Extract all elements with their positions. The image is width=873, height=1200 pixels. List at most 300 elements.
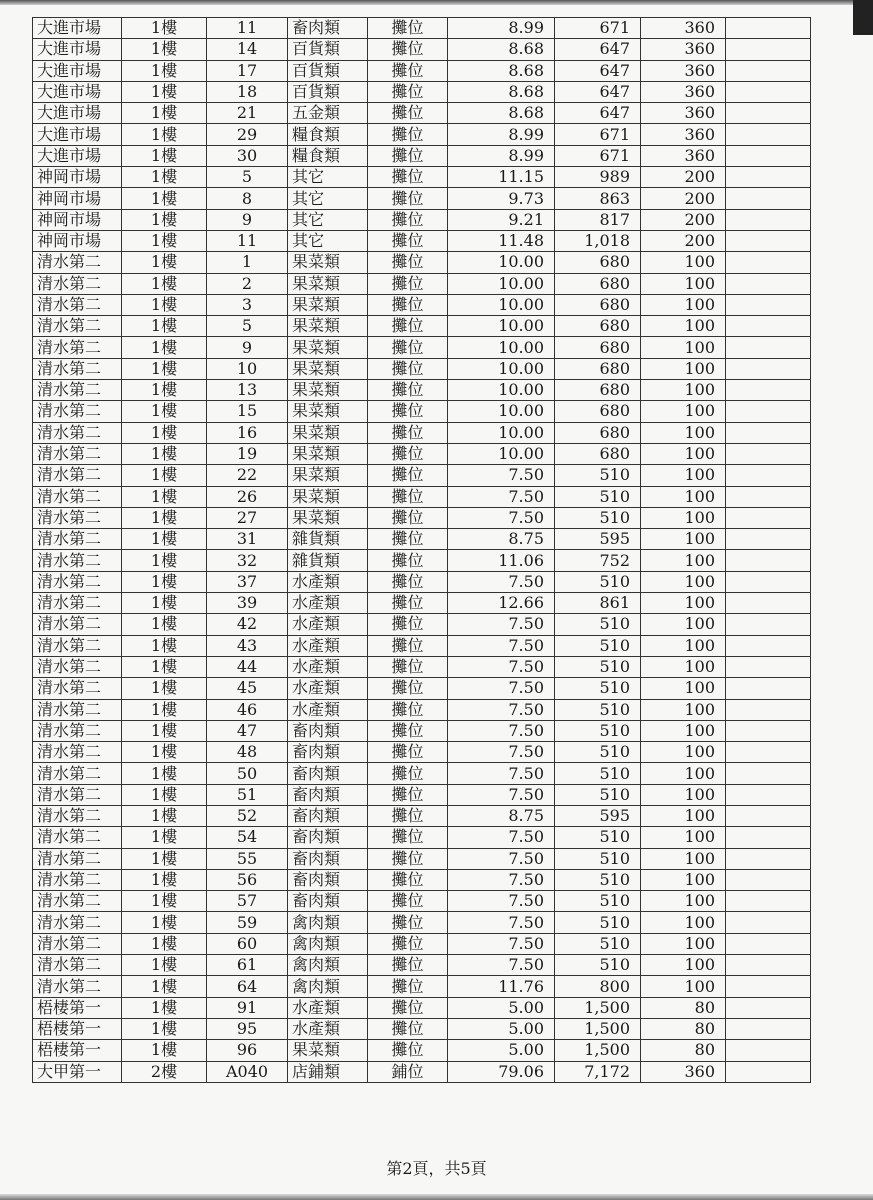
cell-fee: 680 — [555, 380, 641, 401]
table-row — [33, 1018, 811, 1039]
cell-amount: 360 — [641, 60, 726, 81]
cell-market: 清水第二 — [33, 358, 122, 379]
cell-area: 11.76 — [448, 976, 555, 997]
cell-area: 10.00 — [448, 380, 555, 401]
cell-fee: 595 — [555, 805, 641, 826]
cell-category: 畜肉類 — [288, 720, 368, 741]
cell-fee: 510 — [555, 678, 641, 699]
cell-area: 5.00 — [448, 1040, 555, 1061]
cell-amount: 200 — [641, 209, 726, 230]
cell-amount: 100 — [641, 507, 726, 528]
cell-floor: 1樓 — [122, 720, 207, 741]
cell-stall-type: 攤位 — [368, 593, 448, 614]
cell-fee: 510 — [555, 763, 641, 784]
cell-stall-type: 攤位 — [368, 167, 448, 188]
cell-fee: 510 — [555, 571, 641, 592]
cell-category: 其它 — [288, 188, 368, 209]
cell-remark — [726, 507, 811, 528]
cell-area: 7.50 — [448, 571, 555, 592]
cell-fee: 1,018 — [555, 230, 641, 251]
cell-remark — [726, 891, 811, 912]
cell-fee: 680 — [555, 252, 641, 273]
cell-market: 大進市場 — [33, 18, 122, 39]
cell-area: 7.50 — [448, 614, 555, 635]
cell-stall-type: 攤位 — [368, 699, 448, 720]
cell-category: 畜肉類 — [288, 18, 368, 39]
cell-fee: 671 — [555, 18, 641, 39]
cell-fee: 680 — [555, 401, 641, 422]
cell-fee: 671 — [555, 145, 641, 166]
cell-stall-number: 18 — [207, 81, 288, 102]
table-row — [33, 891, 811, 912]
cell-fee: 680 — [555, 337, 641, 358]
cell-area: 7.50 — [448, 465, 555, 486]
cell-fee: 510 — [555, 465, 641, 486]
cell-remark — [726, 720, 811, 741]
cell-category: 果菜類 — [288, 507, 368, 528]
cell-category: 其它 — [288, 230, 368, 251]
cell-fee: 647 — [555, 39, 641, 60]
cell-stall-type: 攤位 — [368, 273, 448, 294]
cell-floor: 1樓 — [122, 465, 207, 486]
cell-remark — [726, 933, 811, 954]
table-row — [33, 294, 811, 315]
cell-stall-type: 攤位 — [368, 39, 448, 60]
cell-market: 神岡市場 — [33, 167, 122, 188]
cell-stall-number: 44 — [207, 656, 288, 677]
cell-fee: 863 — [555, 188, 641, 209]
cell-area: 7.50 — [448, 656, 555, 677]
cell-category: 禽肉類 — [288, 912, 368, 933]
cell-stall-type: 攤位 — [368, 294, 448, 315]
cell-amount: 100 — [641, 720, 726, 741]
cell-stall-number: 19 — [207, 443, 288, 464]
cell-amount: 100 — [641, 699, 726, 720]
cell-stall-number: 50 — [207, 763, 288, 784]
table-row — [33, 380, 811, 401]
cell-area: 5.00 — [448, 997, 555, 1018]
cell-area: 7.50 — [448, 891, 555, 912]
cell-category: 果菜類 — [288, 1040, 368, 1061]
cell-remark — [726, 81, 811, 102]
cell-amount: 360 — [641, 81, 726, 102]
cell-fee: 1,500 — [555, 997, 641, 1018]
cell-market: 清水第二 — [33, 720, 122, 741]
cell-category: 水產類 — [288, 1018, 368, 1039]
table-row — [33, 252, 811, 273]
table-row — [33, 955, 811, 976]
cell-amount: 100 — [641, 763, 726, 784]
cell-remark — [726, 1040, 811, 1061]
cell-remark — [726, 805, 811, 826]
cell-market: 大甲第一 — [33, 1061, 122, 1082]
cell-stall-number: 61 — [207, 955, 288, 976]
cell-floor: 1樓 — [122, 273, 207, 294]
cell-area: 8.99 — [448, 124, 555, 145]
cell-market: 清水第二 — [33, 955, 122, 976]
cell-amount: 80 — [641, 1018, 726, 1039]
table-row — [33, 720, 811, 741]
cell-amount: 100 — [641, 635, 726, 656]
cell-floor: 1樓 — [122, 678, 207, 699]
cell-stall-number: 3 — [207, 294, 288, 315]
cell-remark — [726, 486, 811, 507]
cell-remark — [726, 869, 811, 890]
cell-floor: 1樓 — [122, 1018, 207, 1039]
cell-market: 清水第二 — [33, 486, 122, 507]
cell-amount: 360 — [641, 145, 726, 166]
cell-fee: 671 — [555, 124, 641, 145]
table-row — [33, 571, 811, 592]
cell-amount: 100 — [641, 827, 726, 848]
cell-amount: 100 — [641, 848, 726, 869]
table-row — [33, 635, 811, 656]
cell-market: 大進市場 — [33, 103, 122, 124]
cell-stall-type: 攤位 — [368, 571, 448, 592]
cell-stall-number: 30 — [207, 145, 288, 166]
cell-market: 大進市場 — [33, 145, 122, 166]
cell-floor: 1樓 — [122, 380, 207, 401]
cell-floor: 1樓 — [122, 784, 207, 805]
cell-stall-type: 攤位 — [368, 720, 448, 741]
cell-stall-number: 51 — [207, 784, 288, 805]
cell-remark — [726, 593, 811, 614]
cell-remark — [726, 656, 811, 677]
cell-category: 畜肉類 — [288, 891, 368, 912]
cell-market: 清水第二 — [33, 507, 122, 528]
cell-market: 清水第二 — [33, 443, 122, 464]
cell-market: 清水第二 — [33, 316, 122, 337]
table-row — [33, 827, 811, 848]
cell-area: 10.00 — [448, 252, 555, 273]
cell-category: 果菜類 — [288, 337, 368, 358]
cell-remark — [726, 699, 811, 720]
cell-stall-type: 攤位 — [368, 614, 448, 635]
table-row — [33, 465, 811, 486]
cell-stall-type: 攤位 — [368, 1018, 448, 1039]
cell-area: 79.06 — [448, 1061, 555, 1082]
scan-edge-top — [0, 0, 873, 5]
cell-stall-number: 52 — [207, 805, 288, 826]
cell-stall-type: 攤位 — [368, 230, 448, 251]
cell-floor: 1樓 — [122, 763, 207, 784]
cell-floor: 1樓 — [122, 614, 207, 635]
cell-category: 畜肉類 — [288, 869, 368, 890]
cell-stall-number: 9 — [207, 209, 288, 230]
cell-market: 清水第二 — [33, 869, 122, 890]
cell-stall-type: 攤位 — [368, 869, 448, 890]
cell-fee: 7,172 — [555, 1061, 641, 1082]
cell-amount: 100 — [641, 976, 726, 997]
cell-floor: 1樓 — [122, 401, 207, 422]
cell-fee: 680 — [555, 316, 641, 337]
cell-stall-number: 56 — [207, 869, 288, 890]
cell-fee: 861 — [555, 593, 641, 614]
cell-remark — [726, 230, 811, 251]
cell-stall-type: 攤位 — [368, 124, 448, 145]
cell-stall-type: 攤位 — [368, 18, 448, 39]
cell-remark — [726, 60, 811, 81]
cell-market: 清水第二 — [33, 337, 122, 358]
cell-area: 8.99 — [448, 145, 555, 166]
cell-amount: 100 — [641, 742, 726, 763]
cell-remark — [726, 18, 811, 39]
cell-fee: 510 — [555, 720, 641, 741]
cell-market: 清水第二 — [33, 678, 122, 699]
cell-remark — [726, 401, 811, 422]
cell-remark — [726, 976, 811, 997]
table-row — [33, 1040, 811, 1061]
table-row — [33, 678, 811, 699]
cell-amount: 100 — [641, 933, 726, 954]
cell-floor: 1樓 — [122, 912, 207, 933]
cell-stall-number: 39 — [207, 593, 288, 614]
cell-stall-type: 攤位 — [368, 337, 448, 358]
cell-category: 水產類 — [288, 571, 368, 592]
cell-category: 水產類 — [288, 699, 368, 720]
table-row — [33, 593, 811, 614]
cell-amount: 100 — [641, 656, 726, 677]
cell-market: 清水第二 — [33, 742, 122, 763]
cell-floor: 1樓 — [122, 18, 207, 39]
table-row — [33, 145, 811, 166]
cell-market: 清水第二 — [33, 912, 122, 933]
cell-area: 11.15 — [448, 167, 555, 188]
cell-stall-type: 攤位 — [368, 763, 448, 784]
cell-market: 清水第二 — [33, 656, 122, 677]
table-row — [33, 401, 811, 422]
table-row — [33, 869, 811, 890]
table-row — [33, 699, 811, 720]
table-row — [33, 337, 811, 358]
cell-fee: 510 — [555, 656, 641, 677]
cell-floor: 1樓 — [122, 252, 207, 273]
cell-market: 大進市場 — [33, 60, 122, 81]
cell-fee: 510 — [555, 742, 641, 763]
cell-stall-number: 57 — [207, 891, 288, 912]
cell-area: 8.68 — [448, 60, 555, 81]
cell-category: 果菜類 — [288, 443, 368, 464]
cell-fee: 510 — [555, 827, 641, 848]
cell-stall-number: 47 — [207, 720, 288, 741]
table-row — [33, 763, 811, 784]
cell-area: 5.00 — [448, 1018, 555, 1039]
cell-amount: 80 — [641, 997, 726, 1018]
cell-area: 11.06 — [448, 550, 555, 571]
cell-area: 7.50 — [448, 784, 555, 805]
cell-stall-number: 13 — [207, 380, 288, 401]
cell-stall-number: 14 — [207, 39, 288, 60]
cell-floor: 1樓 — [122, 294, 207, 315]
cell-floor: 1樓 — [122, 635, 207, 656]
cell-area: 11.48 — [448, 230, 555, 251]
cell-remark — [726, 465, 811, 486]
table-row — [33, 209, 811, 230]
cell-amount: 100 — [641, 529, 726, 550]
stall-table — [32, 17, 811, 1083]
cell-stall-number: 5 — [207, 316, 288, 337]
cell-remark — [726, 380, 811, 401]
cell-category: 其它 — [288, 167, 368, 188]
cell-stall-number: 5 — [207, 167, 288, 188]
cell-remark — [726, 614, 811, 635]
cell-remark — [726, 1061, 811, 1082]
cell-stall-number: 43 — [207, 635, 288, 656]
page-number: 第2頁，共5頁 — [386, 1159, 487, 1178]
cell-stall-type: 攤位 — [368, 252, 448, 273]
cell-floor: 1樓 — [122, 422, 207, 443]
cell-amount: 360 — [641, 39, 726, 60]
cell-remark — [726, 443, 811, 464]
cell-amount: 100 — [641, 571, 726, 592]
cell-category: 糧食類 — [288, 124, 368, 145]
cell-amount: 100 — [641, 273, 726, 294]
cell-category: 水產類 — [288, 997, 368, 1018]
cell-floor: 1樓 — [122, 827, 207, 848]
cell-remark — [726, 273, 811, 294]
cell-stall-number: 11 — [207, 230, 288, 251]
table-row — [33, 273, 811, 294]
cell-amount: 200 — [641, 230, 726, 251]
cell-floor: 1樓 — [122, 550, 207, 571]
cell-floor: 1樓 — [122, 955, 207, 976]
cell-remark — [726, 742, 811, 763]
cell-stall-number: 1 — [207, 252, 288, 273]
cell-market: 清水第二 — [33, 550, 122, 571]
cell-amount: 100 — [641, 380, 726, 401]
cell-stall-type: 攤位 — [368, 635, 448, 656]
cell-stall-type: 攤位 — [368, 784, 448, 805]
table-row — [33, 614, 811, 635]
cell-remark — [726, 635, 811, 656]
cell-floor: 1樓 — [122, 358, 207, 379]
cell-area: 7.50 — [448, 720, 555, 741]
cell-stall-number: 11 — [207, 18, 288, 39]
table-row — [33, 550, 811, 571]
cell-floor: 1樓 — [122, 571, 207, 592]
cell-area: 9.21 — [448, 209, 555, 230]
cell-remark — [726, 763, 811, 784]
cell-category: 其它 — [288, 209, 368, 230]
cell-fee: 647 — [555, 81, 641, 102]
table-row — [33, 188, 811, 209]
cell-area: 8.75 — [448, 805, 555, 826]
cell-category: 畜肉類 — [288, 784, 368, 805]
cell-stall-type: 攤位 — [368, 891, 448, 912]
cell-amount: 200 — [641, 167, 726, 188]
cell-stall-number: 46 — [207, 699, 288, 720]
cell-area: 8.75 — [448, 529, 555, 550]
cell-remark — [726, 529, 811, 550]
cell-area: 10.00 — [448, 273, 555, 294]
cell-fee: 510 — [555, 912, 641, 933]
cell-category: 畜肉類 — [288, 805, 368, 826]
table-row — [33, 656, 811, 677]
cell-floor: 2樓 — [122, 1061, 207, 1082]
cell-fee: 680 — [555, 294, 641, 315]
cell-market: 清水第二 — [33, 891, 122, 912]
table-row — [33, 103, 811, 124]
cell-market: 清水第二 — [33, 699, 122, 720]
cell-market: 清水第二 — [33, 465, 122, 486]
cell-category: 果菜類 — [288, 358, 368, 379]
cell-stall-number: 55 — [207, 848, 288, 869]
cell-amount: 100 — [641, 443, 726, 464]
cell-remark — [726, 188, 811, 209]
cell-area: 10.00 — [448, 401, 555, 422]
cell-stall-type: 攤位 — [368, 188, 448, 209]
cell-stall-number: 15 — [207, 401, 288, 422]
cell-stall-type: 攤位 — [368, 486, 448, 507]
cell-amount: 100 — [641, 805, 726, 826]
cell-market: 大進市場 — [33, 124, 122, 145]
cell-stall-number: 64 — [207, 976, 288, 997]
cell-floor: 1樓 — [122, 188, 207, 209]
cell-stall-type: 攤位 — [368, 443, 448, 464]
cell-fee: 510 — [555, 848, 641, 869]
cell-market: 清水第二 — [33, 635, 122, 656]
table-row — [33, 60, 811, 81]
cell-category: 果菜類 — [288, 380, 368, 401]
cell-area: 10.00 — [448, 358, 555, 379]
scan-edge-corner — [853, 0, 873, 35]
cell-market: 神岡市場 — [33, 209, 122, 230]
cell-stall-type: 攤位 — [368, 103, 448, 124]
cell-remark — [726, 848, 811, 869]
table-row — [33, 1061, 811, 1082]
cell-stall-type: 鋪位 — [368, 1061, 448, 1082]
table-row — [33, 358, 811, 379]
cell-stall-number: 91 — [207, 997, 288, 1018]
cell-stall-number: 16 — [207, 422, 288, 443]
cell-floor: 1樓 — [122, 742, 207, 763]
cell-category: 百貨類 — [288, 60, 368, 81]
cell-amount: 100 — [641, 614, 726, 635]
cell-remark — [726, 358, 811, 379]
cell-stall-number: 10 — [207, 358, 288, 379]
cell-category: 果菜類 — [288, 294, 368, 315]
cell-category: 果菜類 — [288, 273, 368, 294]
cell-stall-type: 攤位 — [368, 60, 448, 81]
cell-remark — [726, 316, 811, 337]
cell-area: 7.50 — [448, 678, 555, 699]
cell-remark — [726, 252, 811, 273]
table-row — [33, 933, 811, 954]
cell-fee: 752 — [555, 550, 641, 571]
cell-amount: 100 — [641, 593, 726, 614]
cell-stall-number: 60 — [207, 933, 288, 954]
cell-stall-number: 9 — [207, 337, 288, 358]
cell-fee: 510 — [555, 507, 641, 528]
table-row — [33, 18, 811, 39]
table-row — [33, 848, 811, 869]
cell-remark — [726, 1018, 811, 1039]
cell-amount: 360 — [641, 1061, 726, 1082]
cell-market: 梧棲第一 — [33, 1018, 122, 1039]
table-row — [33, 976, 811, 997]
cell-market: 清水第二 — [33, 976, 122, 997]
cell-floor: 1樓 — [122, 60, 207, 81]
cell-floor: 1樓 — [122, 507, 207, 528]
cell-stall-type: 攤位 — [368, 422, 448, 443]
cell-category: 店鋪類 — [288, 1061, 368, 1082]
cell-fee: 647 — [555, 60, 641, 81]
cell-area: 7.50 — [448, 912, 555, 933]
cell-stall-type: 攤位 — [368, 507, 448, 528]
cell-category: 水產類 — [288, 593, 368, 614]
cell-market: 梧棲第一 — [33, 1040, 122, 1061]
cell-category: 雜貨類 — [288, 529, 368, 550]
